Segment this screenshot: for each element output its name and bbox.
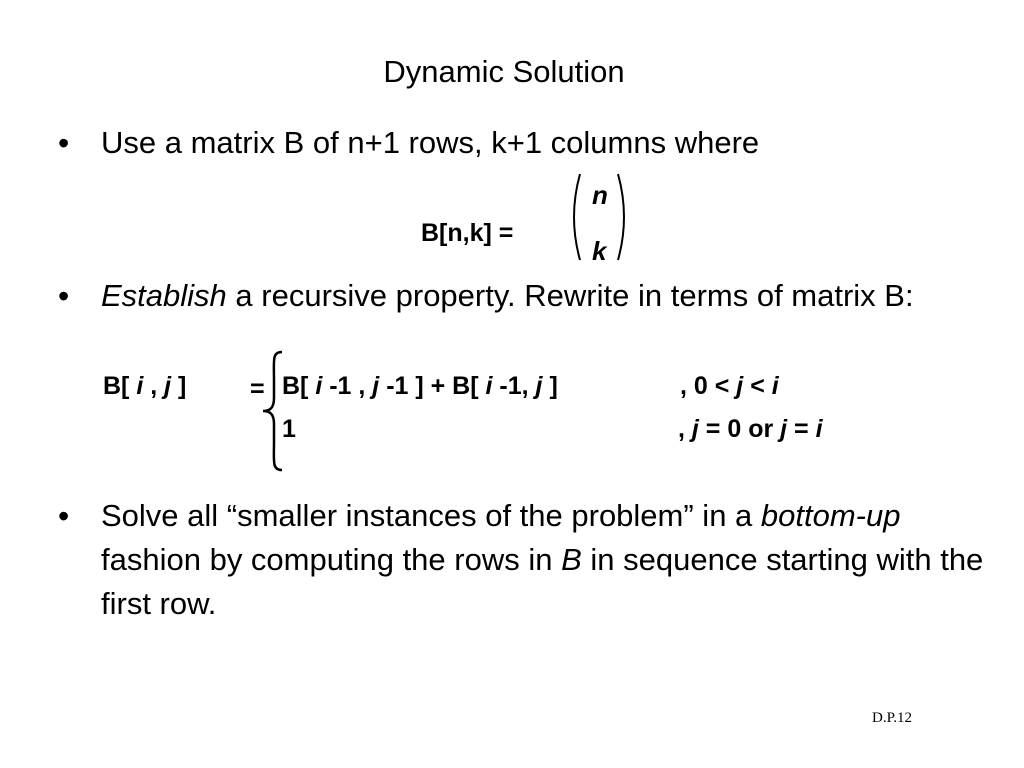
bullet-text-bottom-up: Solve all “smaller instances of the problem” in a bottom-up fashion by computing the rows in B in sequence starting with the first row. [101,498,984,621]
emphasis-b: B [561,542,582,577]
binomial-lhs: B[n,k] = [421,219,514,247]
binomial-top: n [592,180,608,210]
bullet-text-matrix: Use a matrix B of n+1 rows, k+1 columns where [101,125,760,160]
right-paren-icon [616,172,632,262]
recurrence-case-2: 1 [282,415,296,443]
bullet-text-recursive: Establish a recursive property. Rewrite in terms of matrix B: [101,278,914,313]
left-brace-icon [260,350,284,472]
recurrence-equals: = [250,375,265,403]
bullet-dot: • [58,125,70,161]
emphasis-establish: Establish [101,278,227,313]
emphasis-bottom-up: bottom-up [760,498,901,533]
left-paren-icon [566,172,582,262]
bullet-dot: • [58,278,70,314]
binomial-bottom: k [592,236,607,266]
recurrence-lhs: B[ i , j ] [103,372,187,400]
recurrence-case-1: B[ i -1 , j -1 ] + B[ i -1, j ] [282,372,558,400]
bullet-dot: • [58,498,70,534]
recurrence-condition-1: , 0 < j < i [680,372,779,400]
slide-footer: D.P.12 [872,710,913,726]
slide-title: Dynamic Solution [383,54,625,89]
recurrence-condition-2: , j = 0 or j = i [678,415,823,443]
